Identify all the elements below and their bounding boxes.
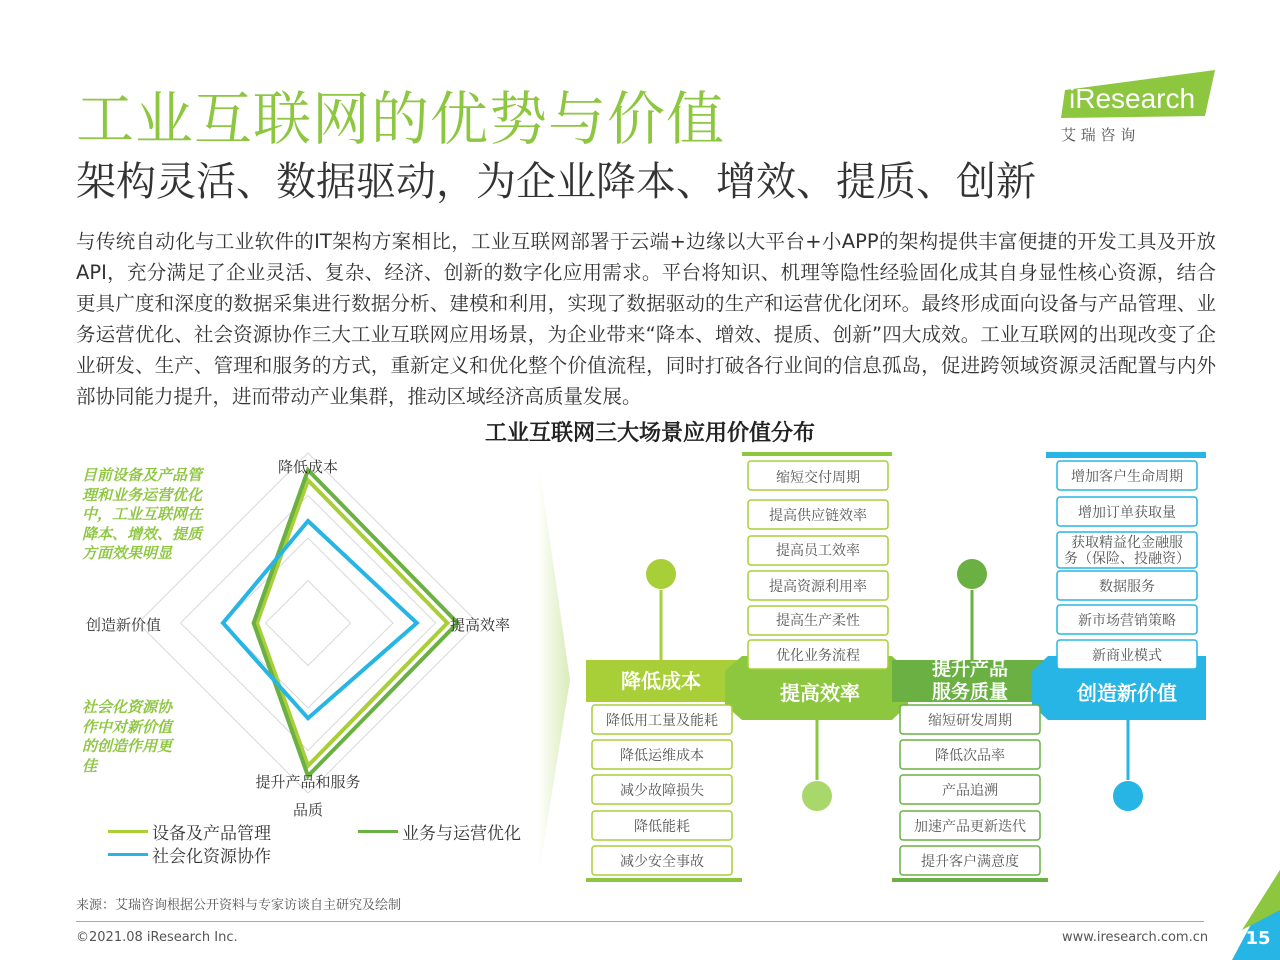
page-subtitle: 架构灵活、数据驱动，为企业降本、增效、提质、创新 [76, 159, 1036, 205]
radar-grid-ring [266, 581, 351, 666]
value-item-text: 数据服务 [1099, 579, 1155, 595]
value-header-label: 创造新价值 [1077, 681, 1177, 705]
axis-label-quality: 提升产品和服务品质 [255, 773, 361, 819]
value-item-text: 增加订单获取量 [1078, 505, 1176, 521]
note-top: 目前设备及产品管理和业务运营优化中，工业互联网在降本、增效、提质方面效果明显 [82, 466, 203, 562]
page-title: 工业互联网的优势与价值 [76, 85, 726, 153]
quality-item-text: 产品追溯 [942, 783, 998, 799]
iresearch-logo [1055, 68, 1220, 148]
value-item-text: 新商业模式 [1092, 648, 1162, 664]
quality-bottom-bar [892, 878, 1048, 882]
cost-item-text: 降低能耗 [634, 819, 690, 835]
quality-item-text: 加速产品更新迭代 [914, 819, 1026, 835]
legend-swatch-operations [358, 830, 398, 833]
legend-label-operations: 业务与运营优化 [402, 824, 521, 844]
cost-item-text: 降低运维成本 [620, 748, 704, 764]
quality-item-text: 降低次品率 [935, 748, 1005, 764]
website-link[interactable]: www.iresearch.com.cn [1062, 930, 1209, 945]
efficiency-item-text: 缩短交付周期 [776, 470, 860, 486]
efficiency-dot [802, 781, 832, 811]
legend-item-equipment [108, 819, 271, 844]
efficiency-item-text: 提高资源利用率 [769, 579, 867, 595]
quality-dot [957, 559, 987, 589]
logo-cn: 艾 瑞 咨 询 [1061, 126, 1136, 144]
quality-item-text: 缩短研发周期 [928, 713, 1012, 729]
cost-item-text: 减少故障损失 [620, 783, 704, 799]
legend-item-operations [358, 819, 521, 844]
axis-label-new-value: 创造新价值 [86, 616, 162, 634]
legend-label-equipment: 设备及产品管理 [152, 824, 271, 844]
radar-series-group [223, 470, 458, 776]
efficiency-items [748, 461, 888, 669]
cost-bottom-bar [586, 878, 742, 882]
value-dot [1113, 781, 1143, 811]
legend-item-social [108, 842, 271, 867]
quality-header-label-line1: 提升产品 [931, 658, 1009, 680]
page-number: 15 [1245, 928, 1271, 949]
radar-grid-ring [223, 538, 393, 708]
value-item-text: 获取精益化金融服 [1071, 535, 1183, 551]
cost-dot [646, 559, 676, 589]
legend-label-social: 社会化资源协作 [152, 847, 271, 867]
value-item-text: 新市场营销策略 [1078, 613, 1176, 629]
axis-label-cost: 降低成本 [277, 458, 339, 476]
efficiency-top-bar [742, 452, 892, 456]
chart-title: 工业互联网三大场景应用价值分布 [484, 421, 815, 446]
body-paragraph: 与传统自动化与工业软件的IT架构方案相比，工业互联网部署于云端+边缘以大平台+小APP的架构提供丰富便捷的开发工具及开放API，充分满足了企业灵活、复杂、经济、创新的数字化应用需求。平台将知识、机理等隐性经验固化成其自身显性核心资源，结合更具广度和深度的数据采集进行数据分析、建模和利用，实现了数据驱动的生产和运营优化闭环。最终形成面向设备与产品管理、业务运营优化、社会资源协作三大工业互联网应用场景，为企业带来“降本、增效、提质、创新”四大成效。工业互联网的出现改变了企业研发、生产、管理和服务的方式，重新定义和优化整个价值流程，同时打破各行业间的信息孤岛，促进跨领域资源灵活配置与内外部协同能力提升，进而带动产业集群，推动区域经济高质量发展。 [76, 230, 1216, 408]
efficiency-header-label: 提高效率 [780, 681, 860, 705]
value-top-bar [1046, 452, 1206, 458]
wedge-shape [538, 458, 570, 880]
legend-swatch-social [108, 853, 148, 856]
cost-header-label: 降低成本 [621, 669, 701, 693]
radar-series-2 [254, 470, 458, 776]
efficiency-item-text: 提高员工效率 [776, 543, 860, 559]
footer-divider [76, 921, 1204, 922]
cost-item-text: 减少安全事故 [620, 854, 704, 870]
axis-label-efficiency: 提高效率 [450, 616, 511, 634]
efficiency-item-text: 提高生产柔性 [776, 613, 860, 629]
efficiency-item-text: 提高供应链效率 [769, 508, 867, 524]
efficiency-item-text: 优化业务流程 [776, 648, 860, 664]
legend-swatch-equipment [108, 830, 148, 833]
source-note: 来源：艾瑞咨询根据公开资料与专家访谈自主研究及绘制 [76, 898, 402, 913]
quality-header-label-line2: 服务质量 [931, 681, 1009, 703]
radar-grid-ring [181, 496, 436, 751]
logo-brand: iResearch [1069, 83, 1196, 114]
copyright: ©2021.08 iResearch Inc. [76, 930, 238, 945]
value-item-text: 增加客户生命周期 [1071, 469, 1183, 485]
cost-item-text: 降低用工量及能耗 [606, 713, 718, 729]
value-item-text: 务（保险、投融资） [1064, 551, 1190, 567]
note-bottom: 社会化资源协作中对新价值的创造作用更佳 [82, 698, 173, 775]
quality-item-text: 提升客户满意度 [921, 854, 1019, 870]
scenario-value-diagram [530, 440, 1230, 890]
